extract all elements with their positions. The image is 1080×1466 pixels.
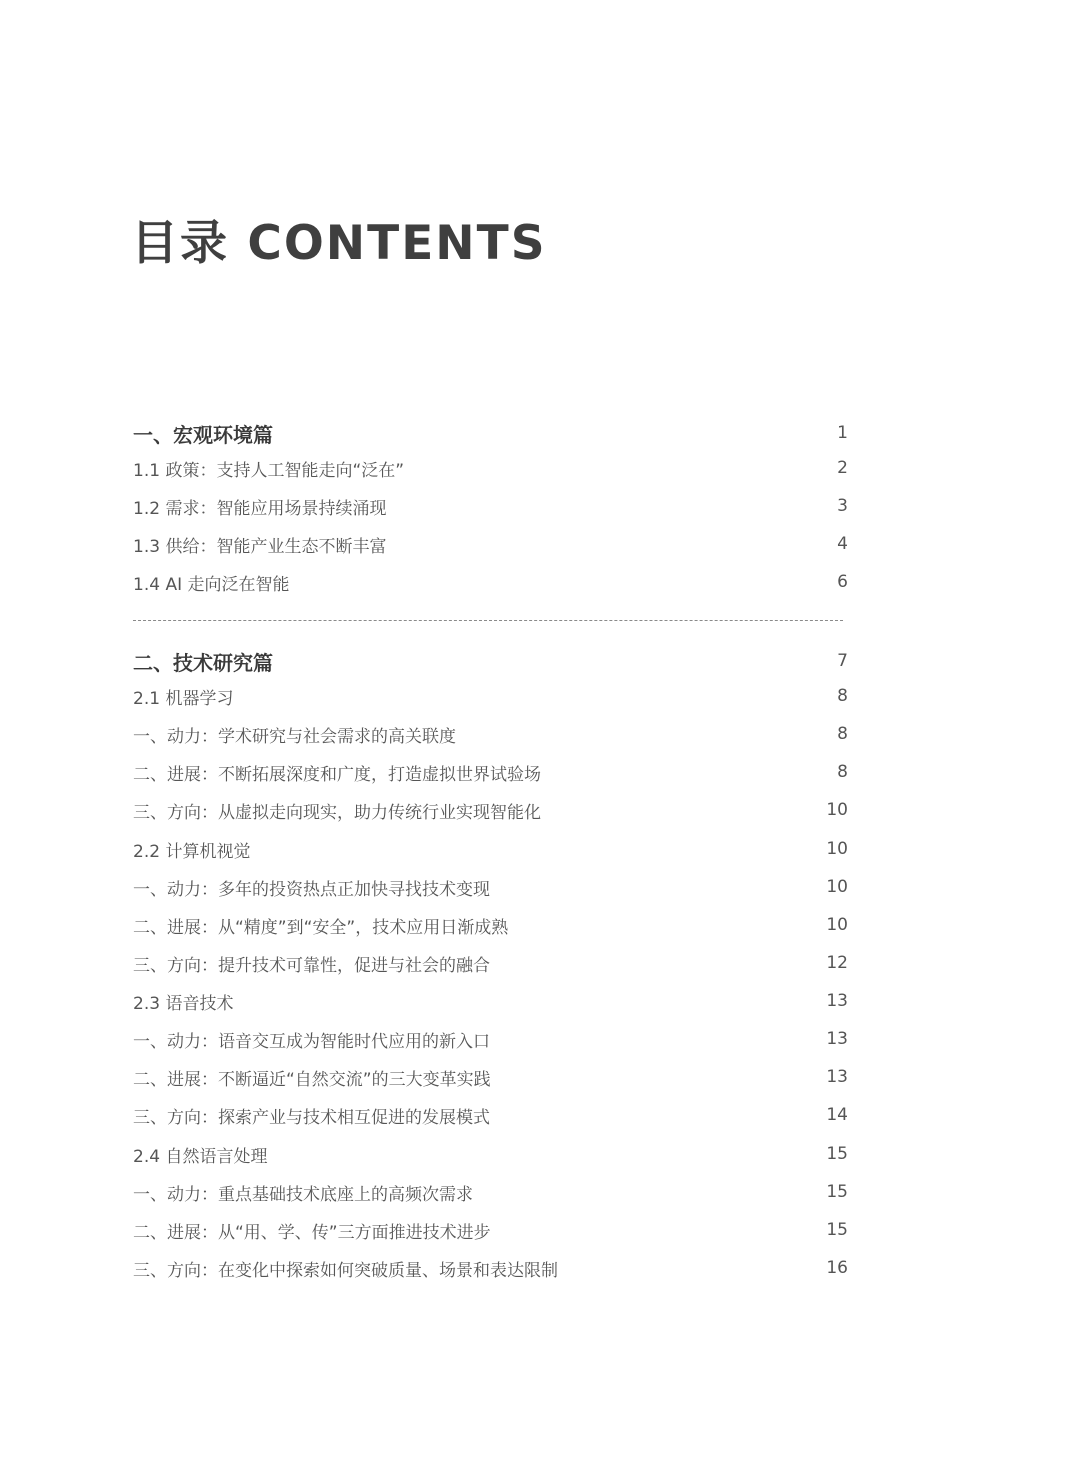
toc-page-number: 13 (826, 1067, 848, 1087)
toc-entry[interactable] (133, 986, 848, 1016)
toc-section-heading[interactable] (133, 418, 848, 448)
toc-page-number: 10 (826, 800, 848, 820)
page-title: 目录 CONTENTS (131, 216, 547, 271)
toc-entry-label: 一、动力：多年的投资热点正加快寻找技术变现 (133, 879, 490, 900)
section-divider (133, 620, 843, 621)
toc-page-number: 16 (826, 1258, 848, 1278)
toc-page-number: 8 (837, 724, 848, 744)
toc-entry-label: 2.4 自然语言处理 (133, 1146, 268, 1167)
toc-page-number: 2 (837, 458, 848, 478)
toc-entry-label: 1.1 政策：支持人工智能走向“泛在” (133, 460, 405, 481)
toc-entry[interactable] (133, 1253, 848, 1283)
toc-page-number: 10 (826, 877, 848, 897)
toc-entry[interactable] (133, 910, 848, 940)
toc-page-number: 1 (837, 423, 848, 443)
toc-page-number: 15 (826, 1220, 848, 1240)
toc-entry[interactable] (133, 872, 848, 902)
toc-entry-label: 二、进展：不断拓展深度和广度，打造虚拟世界试验场 (133, 764, 541, 785)
toc-entry[interactable] (133, 948, 848, 978)
toc-entry-label: 三、方向：从虚拟走向现实，助力传统行业实现智能化 (133, 802, 541, 823)
toc-entry-label: 一、动力：学术研究与社会需求的高关联度 (133, 726, 456, 747)
toc-entry[interactable] (133, 719, 848, 749)
toc-entry-label: 三、方向：提升技术可靠性，促进与社会的融合 (133, 955, 490, 976)
toc-entry[interactable] (133, 453, 848, 483)
toc-entry[interactable] (133, 681, 848, 711)
toc-entry[interactable] (133, 1177, 848, 1207)
toc-page-number: 14 (826, 1105, 848, 1125)
toc-page-number: 10 (826, 915, 848, 935)
toc-page-number: 3 (837, 496, 848, 516)
toc-entry[interactable] (133, 1062, 848, 1092)
toc-entry-label: 2.3 语音技术 (133, 993, 234, 1014)
toc-entry-label: 二、进展：从“用、学、传”三方面推进技术进步 (133, 1222, 491, 1243)
toc-entry-label: 2.2 计算机视觉 (133, 841, 251, 862)
toc-page-number: 13 (826, 991, 848, 1011)
toc-section-title: 二、技术研究篇 (133, 650, 273, 675)
toc-entry-label: 三、方向：探索产业与技术相互促进的发展模式 (133, 1107, 490, 1128)
toc-entry-label: 二、进展：不断逼近“自然交流”的三大变革实践 (133, 1069, 491, 1090)
toc-entry-label: 三、方向：在变化中探索如何突破质量、场景和表达限制 (133, 1260, 558, 1281)
toc-entry-label: 1.4 AI 走向泛在智能 (133, 574, 290, 595)
toc-entry-label: 一、动力：语音交互成为智能时代应用的新入口 (133, 1031, 490, 1052)
toc-page-number: 4 (837, 534, 848, 554)
toc-entry-label: 2.1 机器学习 (133, 688, 234, 709)
toc-page-number: 8 (837, 762, 848, 782)
toc-entry[interactable] (133, 834, 848, 864)
toc-entry-label: 一、动力：重点基础技术底座上的高频次需求 (133, 1184, 473, 1205)
toc-page-number: 10 (826, 839, 848, 859)
toc-section-heading[interactable] (133, 646, 848, 676)
toc-entry-label: 二、进展：从“精度”到“安全”，技术应用日渐成熟 (133, 917, 509, 938)
toc-entry[interactable] (133, 1100, 848, 1130)
toc-entry-label: 1.3 供给：智能产业生态不断丰富 (133, 536, 387, 557)
toc-page-number: 15 (826, 1144, 848, 1164)
toc-entry[interactable] (133, 529, 848, 559)
toc-page-number: 8 (837, 686, 848, 706)
toc-page-number: 7 (837, 651, 848, 671)
toc-entry[interactable] (133, 795, 848, 825)
toc-entry-label: 1.2 需求：智能应用场景持续涌现 (133, 498, 387, 519)
toc-page-number: 6 (837, 572, 848, 592)
toc-page-number: 12 (826, 953, 848, 973)
toc-entry[interactable] (133, 1215, 848, 1245)
toc-entry[interactable] (133, 1024, 848, 1054)
toc-entry[interactable] (133, 567, 848, 597)
toc-entry[interactable] (133, 1139, 848, 1169)
toc-entry[interactable] (133, 491, 848, 521)
toc-page-number: 15 (826, 1182, 848, 1202)
toc-section-title: 一、宏观环境篇 (133, 422, 273, 447)
toc-page-number: 13 (826, 1029, 848, 1049)
toc-entry[interactable] (133, 757, 848, 787)
